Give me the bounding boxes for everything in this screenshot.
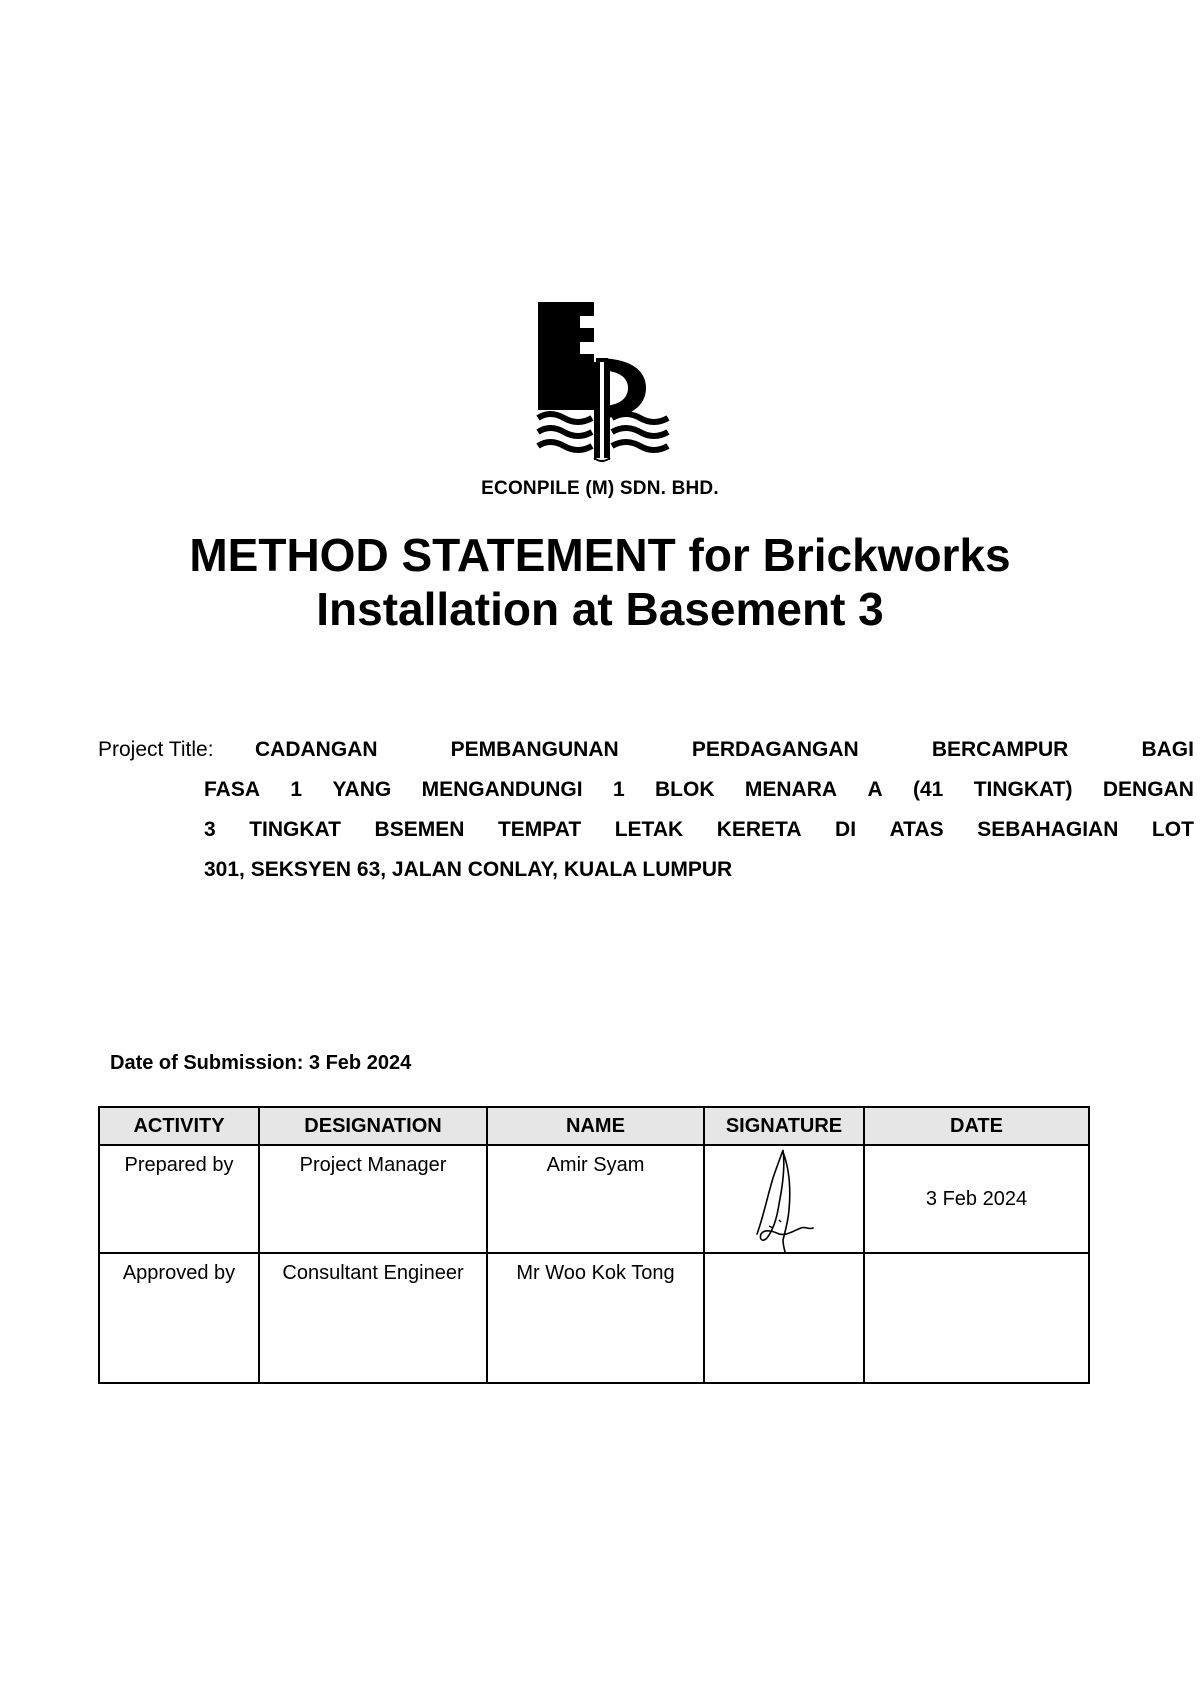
table-header-row [99, 1107, 1089, 1145]
project-word: DI [835, 818, 857, 841]
project-title-label: Project Title: [98, 738, 214, 761]
project-title-line-2 [204, 770, 1194, 810]
project-word: A [867, 778, 883, 801]
project-word: PEMBANGUNAN [450, 738, 619, 761]
cell-date: 3 Feb 2024 [864, 1145, 1089, 1253]
project-word: 3 [204, 818, 216, 841]
project-word: TINGKAT) [973, 778, 1073, 801]
project-word: LETAK [614, 818, 684, 841]
handwritten-signature-icon [749, 1148, 819, 1252]
project-word: MENARA [744, 778, 838, 801]
date-of-submission: Date of Submission: 3 Feb 2024 [110, 1052, 412, 1074]
approval-table [98, 1106, 1090, 1384]
project-title-line-1 [255, 730, 1194, 770]
header-signature: SIGNATURE [704, 1107, 864, 1145]
document-title [0, 528, 1200, 636]
project-title-line-4: 301, SEKSYEN 63, JALAN CONLAY, KUALA LUMPUR [204, 858, 733, 881]
title-line-2: Installation at Basement 3 [316, 583, 884, 635]
project-word: SEBAHAGIAN [977, 818, 1119, 841]
cell-designation: Consultant Engineer [259, 1253, 487, 1383]
project-word: DENGAN [1102, 778, 1194, 801]
project-word: PERDAGANGAN [691, 738, 859, 761]
cell-activity: Approved by [99, 1253, 259, 1383]
company-name: ECONPILE (M) SDN. BHD. [481, 478, 719, 499]
cell-signature [704, 1253, 864, 1383]
project-word: 1 [290, 778, 303, 801]
header-activity: ACTIVITY [99, 1107, 259, 1145]
header-name: NAME [487, 1107, 704, 1145]
project-word: TINGKAT [249, 818, 341, 841]
project-word: TEMPAT [497, 818, 582, 841]
project-word: ATAS [889, 818, 944, 841]
cell-signature [704, 1145, 864, 1253]
project-word: BSEMEN [374, 818, 465, 841]
project-title-line-3 [204, 810, 1194, 850]
project-word: MENGANDUNGI [421, 778, 583, 801]
project-word: BERCAMPUR [931, 738, 1069, 761]
cell-activity: Prepared by [99, 1145, 259, 1253]
header-date: DATE [864, 1107, 1089, 1145]
project-word: FASA [204, 778, 261, 801]
cell-designation: Project Manager [259, 1145, 487, 1253]
project-word: (41 [912, 778, 944, 801]
project-word: BLOK [655, 778, 715, 801]
project-word: YANG [332, 778, 392, 801]
cell-name: Amir Syam [487, 1145, 704, 1253]
project-word: KERETA [716, 818, 802, 841]
project-word: LOT [1151, 818, 1194, 841]
cell-date [864, 1253, 1089, 1383]
project-word: 1 [612, 778, 625, 801]
econpile-logo-icon [536, 302, 670, 462]
title-line-1: METHOD STATEMENT for Brickworks [189, 529, 1011, 581]
cell-name: Mr Woo Kok Tong [487, 1253, 704, 1383]
table-row [99, 1253, 1089, 1383]
project-word: BAGI [1141, 738, 1194, 761]
table-row [99, 1145, 1089, 1253]
project-word: CADANGAN [255, 738, 378, 761]
header-designation: DESIGNATION [259, 1107, 487, 1145]
